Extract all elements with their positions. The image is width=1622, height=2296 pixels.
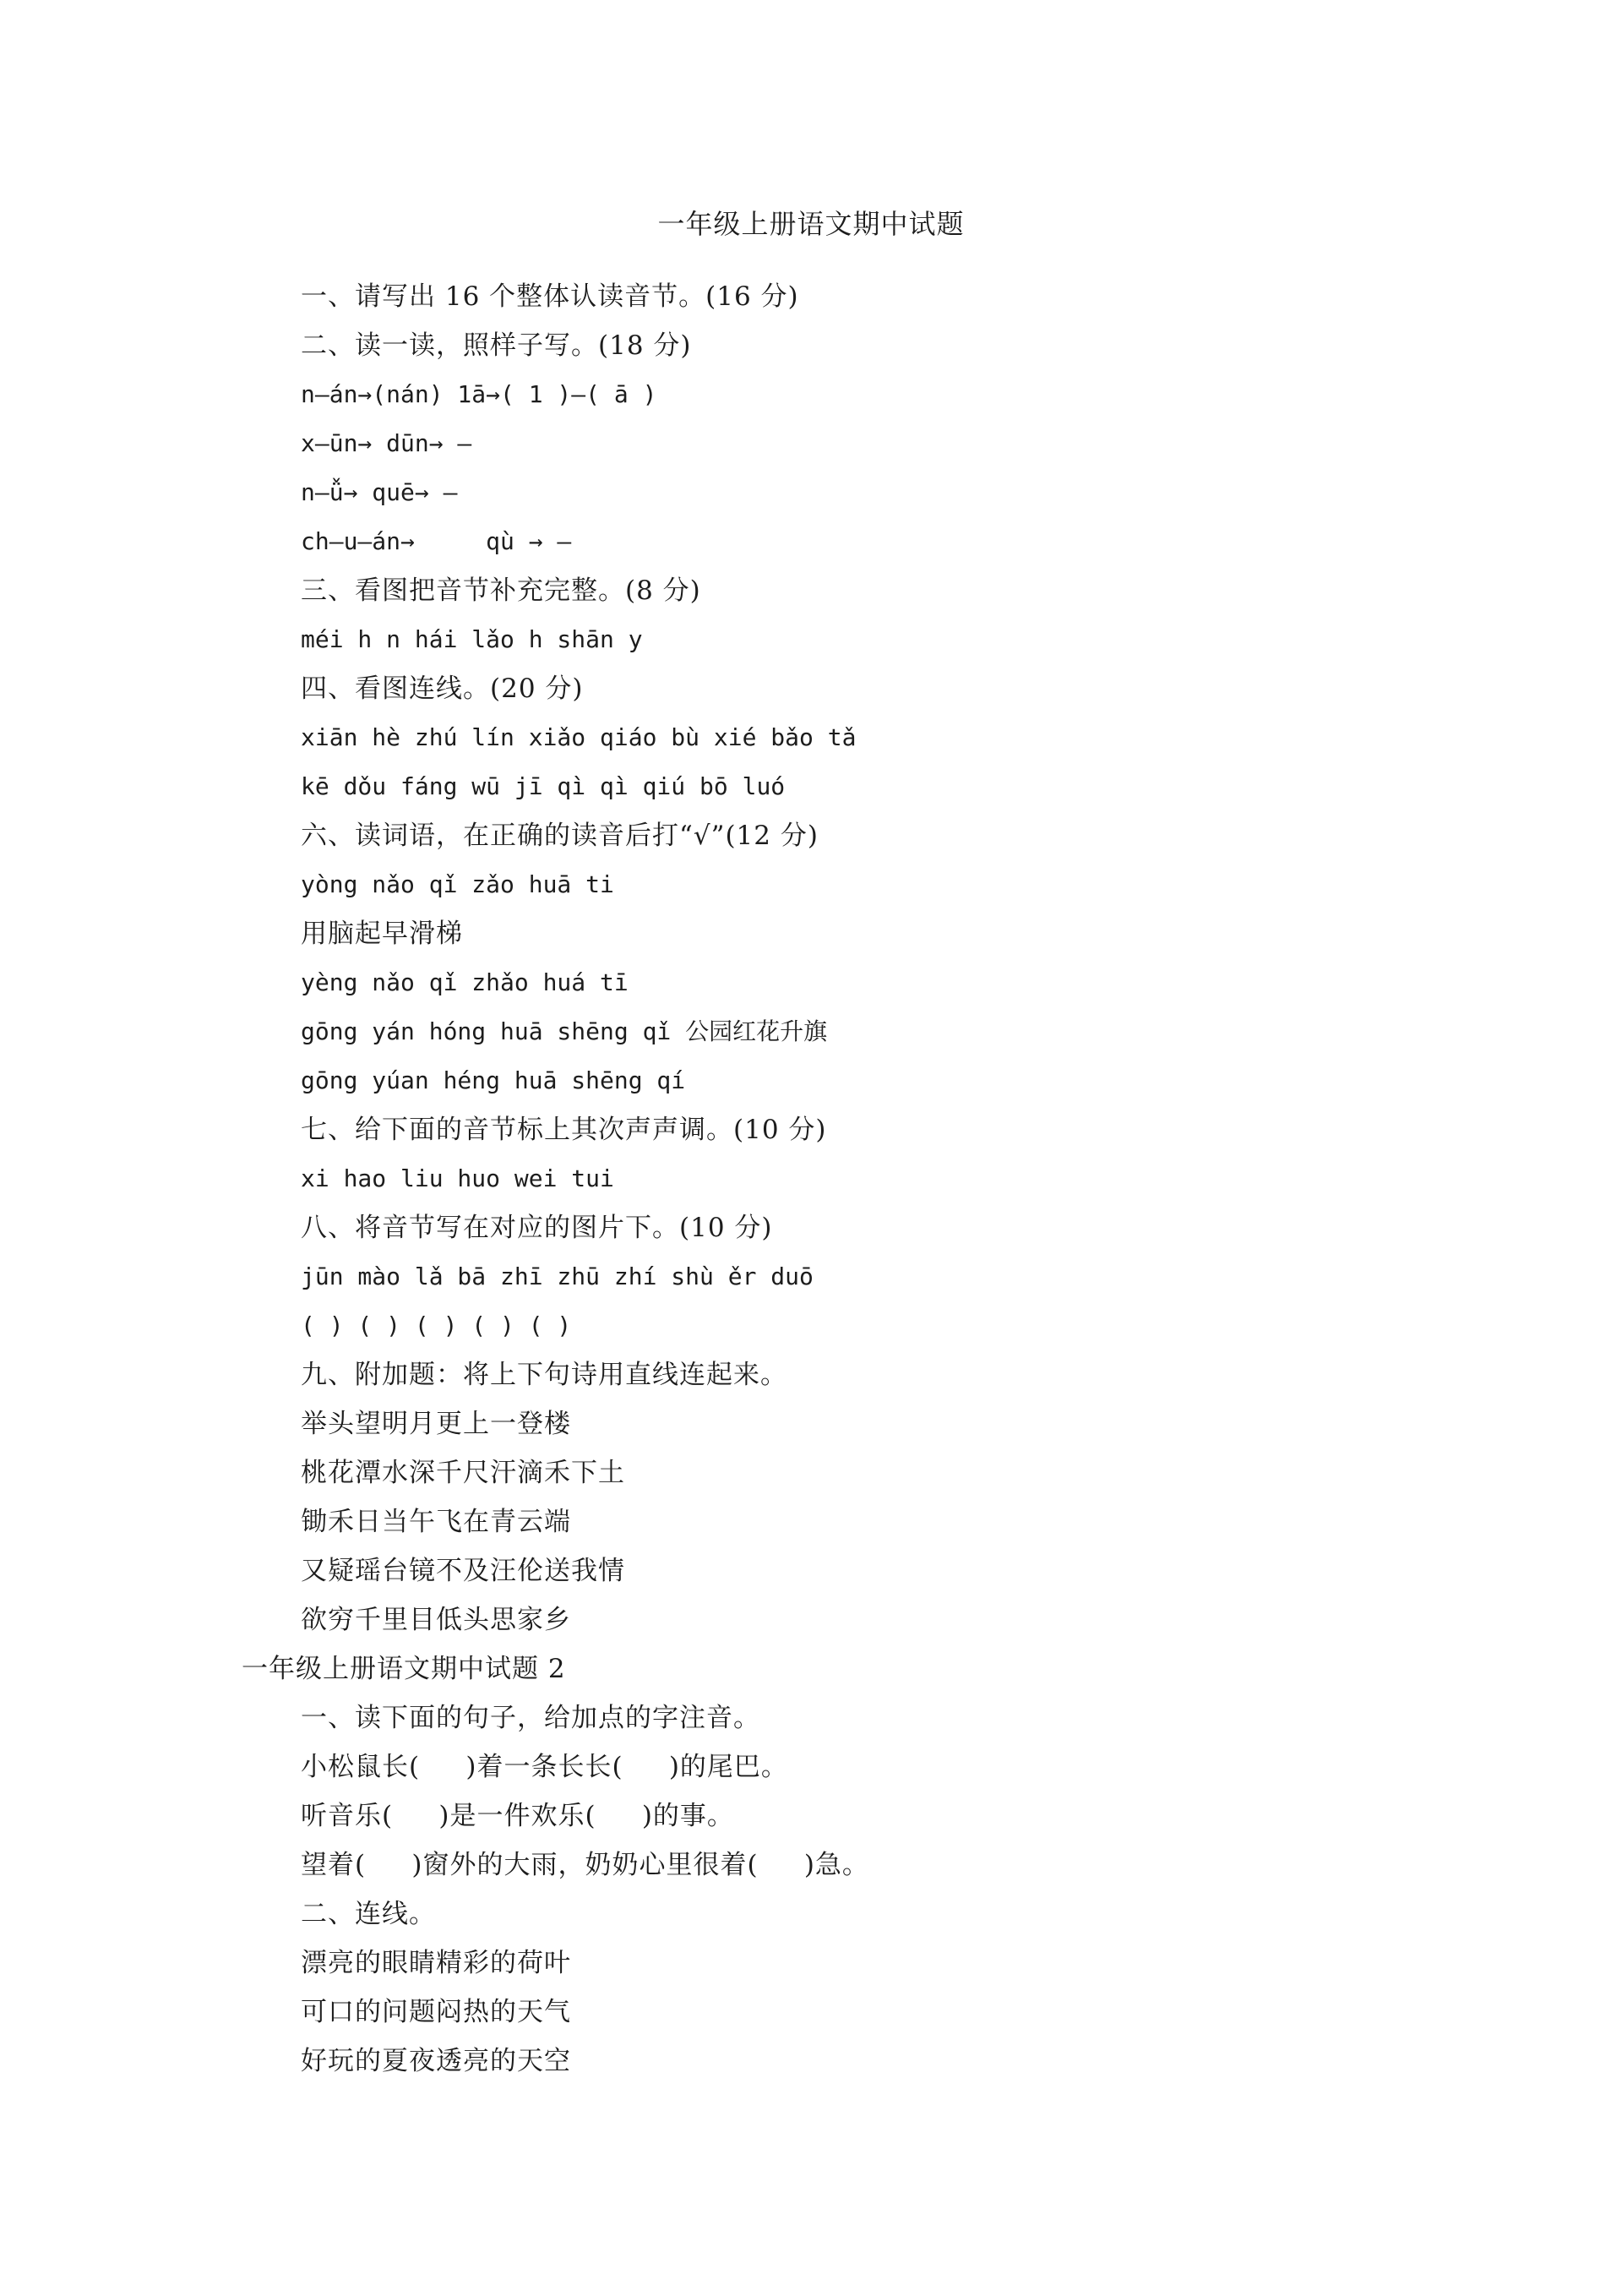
text-line: 可口的问题闷热的天气 [301,1997,571,2027]
text-line: kē dǒu fáng wū jī qì qì qiú bō luó [301,772,786,800]
text-line: 好玩的夏夜透亮的天空 [301,2046,571,2076]
text-line: gōng yán hóng huā shēng qǐ 公园红花升旗 [301,1017,828,1045]
text-line: 举头望明月更上一登楼 [301,1409,571,1439]
text-line: yòng nǎo qǐ zǎo huā ti [301,870,614,898]
text-line: méi h n hái lǎo h shān y [301,625,643,653]
text-line: 欲穷千里目低头思家乡 [301,1605,571,1635]
text-line: jūn mào lǎ bā zhī zhū zhí shù ěr duō [301,1263,814,1290]
text-line: 九、附加题：将上下句诗用直线连起来。 [301,1360,787,1390]
text-line: 桃花潭水深千尺汗滴禾下土 [301,1458,625,1488]
text-line: 三、看图把音节补充完整。(8 分) [301,575,701,606]
text-line: 六、读词语，在正确的读音后打“√”(12 分) [301,821,819,851]
document-body [0,272,1622,2086]
text-line: ( ) ( ) ( ) ( ) ( ) [301,1312,572,1339]
text-line: xi hao liu huo wei tui [301,1164,614,1192]
document-title: 一年级上册语文期中试题 [657,208,965,240]
text-line: n—ǚ→ quē→ — [301,478,458,506]
text-line: 用脑起早滑梯 [301,919,463,949]
text-line: 二、连线。 [301,1899,436,1929]
text-line: 七、给下面的音节标上其次声声调。(10 分) [301,1115,827,1145]
text-line: 八、将音节写在对应的图片下。(10 分) [301,1213,773,1243]
section-title: 一年级上册语文期中试题 2 [242,1654,566,1684]
text-line: 四、看图连线。(20 分) [301,674,584,704]
text-line: 一、请写出 16 个整体认读音节。(16 分) [301,281,799,312]
text-line: 二、读一读，照样子写。(18 分) [301,330,692,361]
text-line: 漂亮的眼睛精彩的荷叶 [301,1948,571,1978]
text-line: xiān hè zhú lín xiǎo qiáo bù xié bǎo tǎ [301,723,857,751]
text-line: 又疑瑶台镜不及汪伦送我情 [301,1556,625,1586]
text-line: 小松鼠长( )着一条长长( )的尾巴。 [301,1752,788,1782]
text-line: gōng yúan héng huā shēng qí [301,1066,686,1094]
text-line: 一、读下面的句子，给加点的字注音。 [301,1703,760,1733]
text-line: yèng nǎo qǐ zhǎo huá tī [301,968,629,996]
text-line: 听音乐( )是一件欢乐( )的事。 [301,1801,734,1831]
text-line: ch—u—án→ qù → — [301,527,572,555]
text-line: 望着( )窗外的大雨，奶奶心里很着( )急。 [301,1850,869,1880]
text-line: n—án→(nán) 1ā→( 1 )—( ā ) [301,380,657,408]
text-line: 锄禾日当午飞在青云端 [301,1507,571,1537]
text-line: x—ūn→ dūn→ — [301,429,472,457]
